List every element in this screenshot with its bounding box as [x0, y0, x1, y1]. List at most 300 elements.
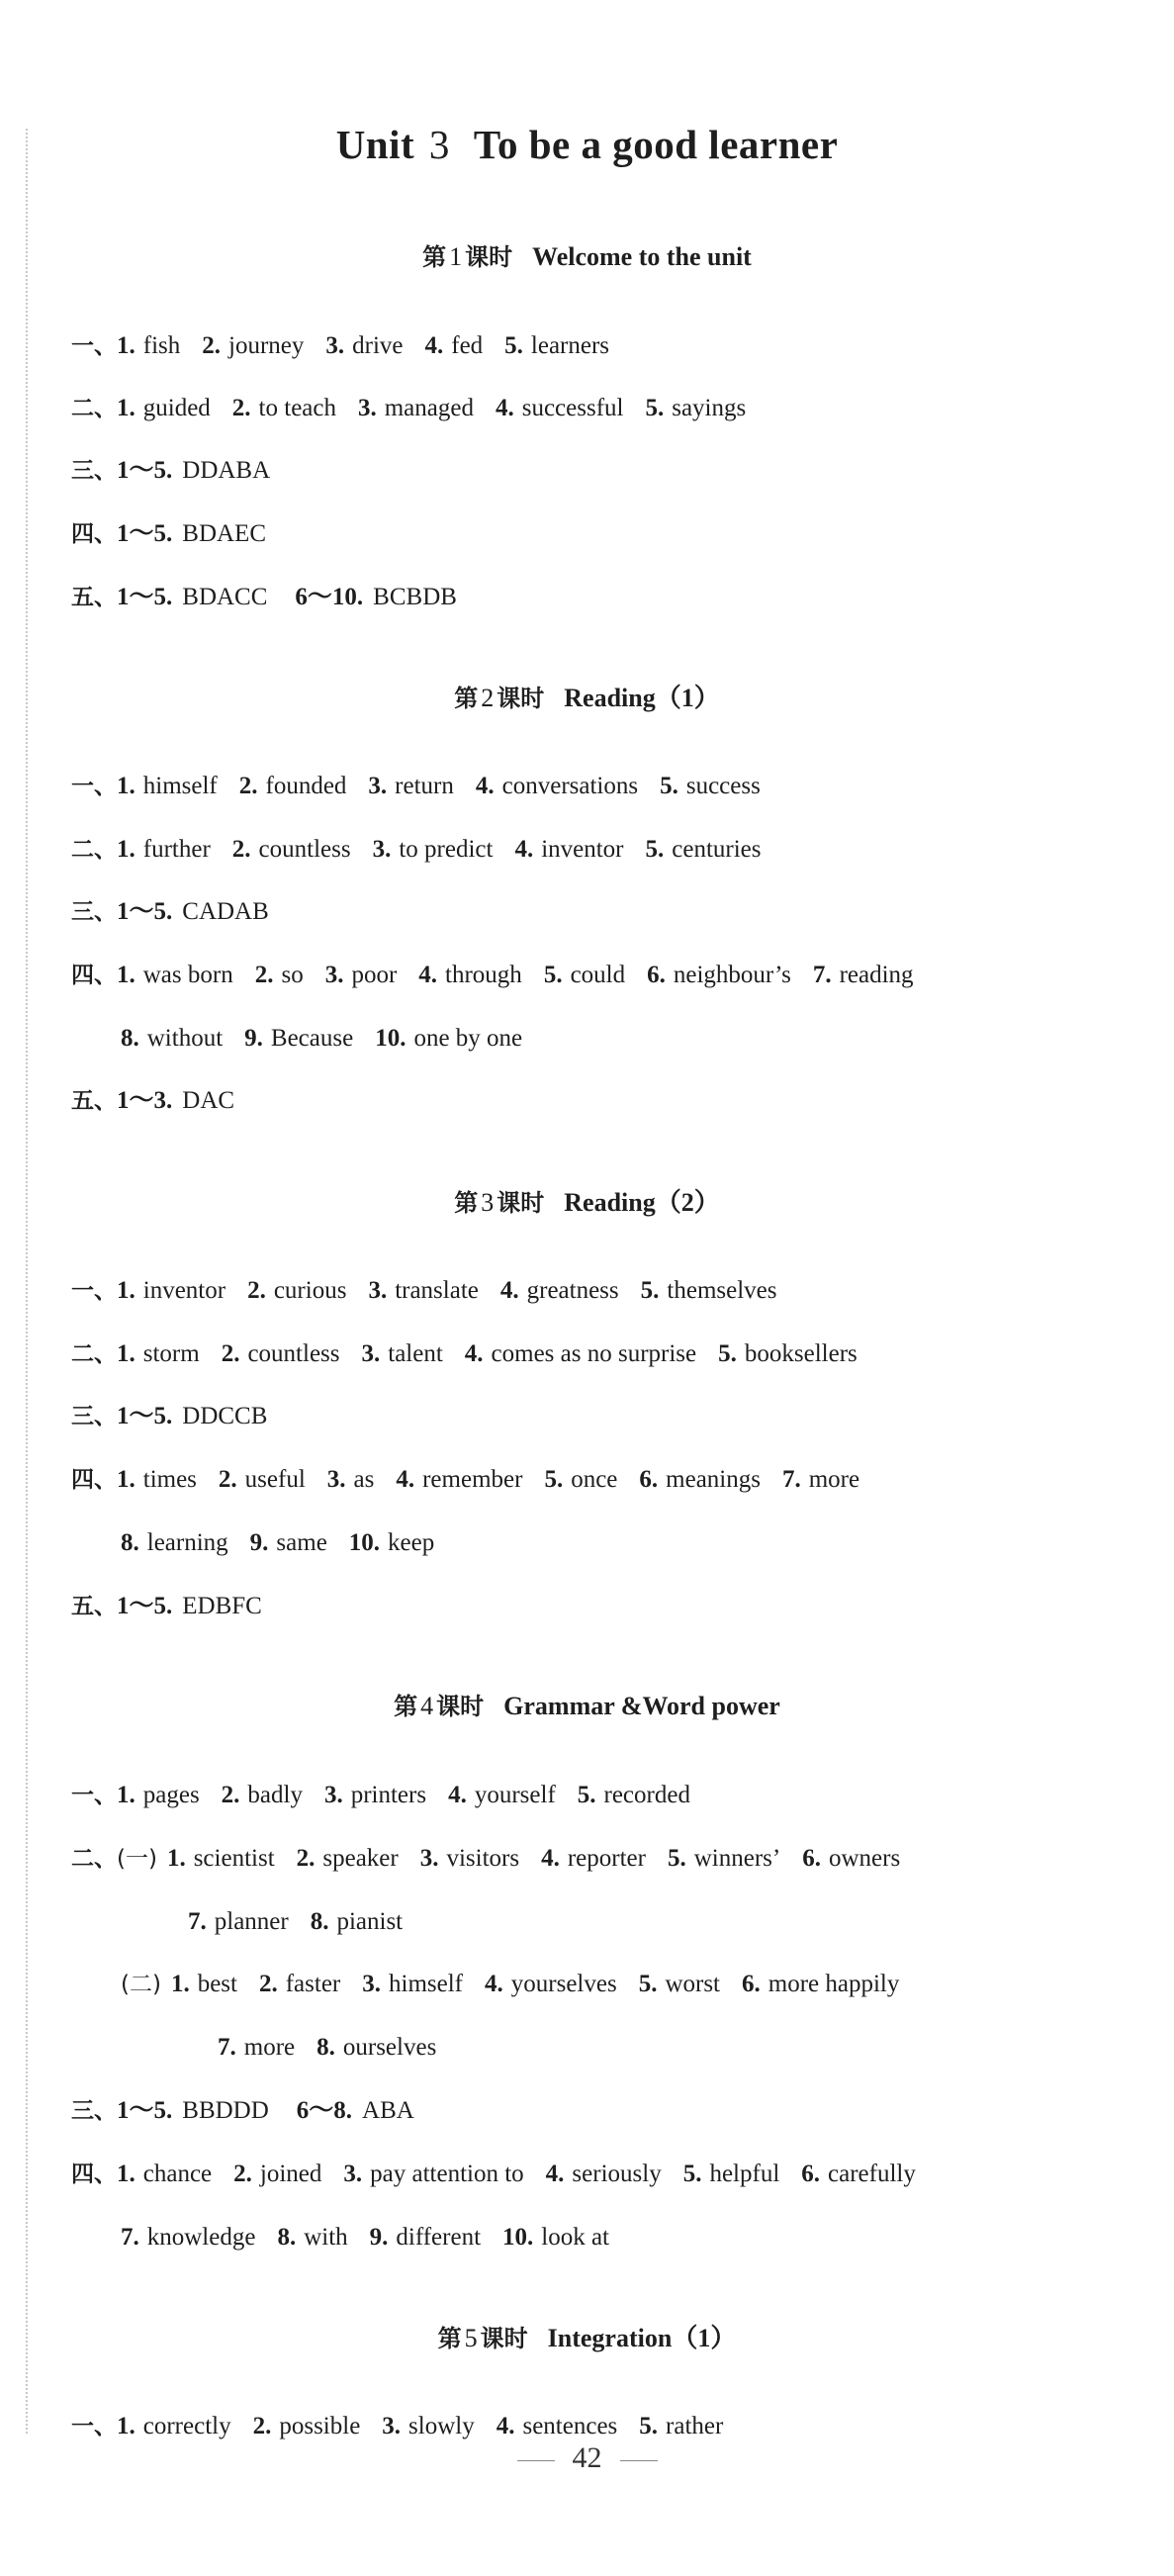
- item-range: 1～5.: [117, 1593, 173, 1619]
- item-answer: knowledge: [146, 2224, 256, 2251]
- choice-answers: DDCCB: [182, 1403, 268, 1429]
- item-answer: managed: [384, 395, 474, 421]
- lesson-2-heading: 第 2 课时 Reading（1）: [454, 684, 720, 712]
- answer-item: [117, 1340, 200, 1367]
- item-answer: as: [353, 1466, 375, 1493]
- section-marker: 二、: [71, 1341, 117, 1367]
- item-answer: remember: [422, 1466, 523, 1493]
- section-marker: 一、: [71, 774, 117, 799]
- section-marker: 四、: [71, 521, 117, 547]
- item-number: 3.: [326, 1466, 346, 1493]
- item-number: 3.: [361, 1340, 381, 1367]
- item-number: 2.: [221, 1340, 240, 1367]
- item-number: 2.: [202, 332, 221, 359]
- unit-prefix: Unit: [335, 122, 415, 167]
- answer-line-continued: [218, 2035, 458, 2060]
- section-marker: 四、: [71, 963, 117, 988]
- choice-answers: BCBDB: [373, 584, 457, 610]
- item-answer: inventor: [142, 1277, 226, 1304]
- answer-item: [117, 1277, 226, 1304]
- choice-answers: CADAB: [182, 898, 269, 925]
- answer-item: [373, 836, 494, 863]
- answer-item: [117, 1466, 197, 1493]
- lesson-5-heading: 第 5 课时 Integration（1）: [437, 2324, 737, 2352]
- item-answer: reading: [839, 962, 914, 988]
- item-number: 1.: [117, 1277, 135, 1304]
- item-number: 4.: [485, 1971, 503, 1997]
- item-answer: founded: [265, 773, 347, 799]
- answer-item: [541, 1845, 646, 1872]
- item-number: 5.: [640, 1277, 660, 1304]
- item-range: 1～5.: [117, 1403, 173, 1429]
- answer-item: [502, 2224, 609, 2251]
- answer-item: [343, 2161, 523, 2187]
- item-number: 5.: [544, 1466, 564, 1493]
- answer-item: [222, 1782, 303, 1808]
- item-number: 3.: [419, 1845, 439, 1872]
- item-number: 3.: [324, 962, 344, 988]
- item-answer: greatness: [526, 1277, 619, 1304]
- answer-item: [639, 2413, 723, 2439]
- answer-item: [396, 1466, 522, 1493]
- item-number: 3.: [382, 2413, 402, 2439]
- item-number: 7.: [121, 2224, 139, 2251]
- answer-line: [71, 396, 768, 420]
- answer-item: [362, 1340, 443, 1367]
- answer-line-continued: [121, 1026, 544, 1051]
- answer-item: [370, 2224, 481, 2251]
- answer-item: [324, 1782, 426, 1808]
- answer-item: [327, 1466, 375, 1493]
- item-number: 6.: [639, 1466, 659, 1493]
- section-marker: 一、: [71, 333, 117, 359]
- answer-item: [668, 1845, 780, 1872]
- item-number: 4.: [475, 773, 495, 799]
- item-answer: was born: [142, 962, 233, 988]
- item-number: 2.: [296, 1845, 316, 1872]
- item-number: 5.: [639, 2413, 659, 2439]
- answer-line: [71, 1278, 799, 1303]
- item-number: 2.: [258, 1971, 278, 1997]
- unit-number: 3: [428, 122, 450, 167]
- item-number: 3.: [325, 332, 345, 359]
- item-answer: look at: [541, 2224, 610, 2251]
- answer-line: [71, 2414, 745, 2438]
- answer-item: [641, 1277, 777, 1304]
- section-marker: 二、: [71, 396, 117, 421]
- answer-line: [71, 585, 457, 609]
- item-answer: meanings: [666, 1466, 761, 1493]
- section-marker: 三、: [71, 1404, 117, 1429]
- footer-dash-left: [517, 2460, 555, 2461]
- item-answer: times: [142, 1466, 197, 1493]
- item-number: 1.: [166, 1845, 186, 1872]
- section-marker: 二、: [71, 1846, 117, 1872]
- answer-item: [277, 2224, 347, 2251]
- answer-line: [71, 963, 936, 987]
- item-answer: scientist: [193, 1845, 275, 1872]
- item-number: 7.: [218, 2034, 236, 2061]
- item-answer: worst: [665, 1971, 720, 1997]
- item-number: 5.: [577, 1782, 596, 1808]
- answer-item: [316, 2034, 436, 2061]
- item-answer: centuries: [672, 836, 762, 863]
- item-number: 5.: [667, 1845, 686, 1872]
- answer-line: [71, 1341, 879, 1366]
- answer-item: [420, 1845, 519, 1872]
- item-answer: keep: [388, 1529, 435, 1556]
- answer-item: [349, 1529, 434, 1556]
- item-number: 10.: [375, 1025, 406, 1052]
- item-answer: to teach: [258, 395, 336, 421]
- item-answer: faster: [285, 1971, 341, 1997]
- answer-line: [71, 837, 783, 862]
- item-number: 1.: [117, 1466, 135, 1493]
- item-answer: helpful: [709, 2161, 780, 2187]
- page-number: 42: [572, 2441, 602, 2474]
- item-number: 2.: [247, 1277, 266, 1304]
- item-range: 6～8.: [296, 2097, 353, 2124]
- answer-line: [71, 774, 782, 798]
- answer-item: [117, 2161, 212, 2187]
- item-answer: with: [304, 2224, 348, 2251]
- section-marker: 三、: [71, 899, 117, 925]
- section-marker: 一、: [71, 1783, 117, 1808]
- item-number: 1.: [117, 332, 135, 359]
- item-answer: translate: [395, 1277, 479, 1304]
- item-number: 4.: [496, 2413, 515, 2439]
- item-number: 2.: [254, 962, 274, 988]
- answer-item: [311, 1908, 403, 1935]
- item-number: 8.: [310, 1908, 329, 1935]
- item-answer: once: [571, 1466, 618, 1493]
- answer-item: [660, 773, 761, 799]
- answer-item: [801, 2161, 916, 2187]
- item-answer: printers: [350, 1782, 427, 1808]
- item-number: 3.: [368, 1277, 388, 1304]
- answer-item: [218, 2034, 295, 2061]
- answer-item: [117, 836, 211, 863]
- item-answer: chance: [142, 2161, 213, 2187]
- item-number: 3.: [357, 395, 377, 421]
- answer-line-continued: [121, 1530, 456, 1555]
- answer-line: [71, 1594, 290, 1618]
- item-number: 2.: [233, 2161, 252, 2187]
- item-answer: different: [396, 2224, 482, 2251]
- answer-line-continued: [188, 1909, 424, 1934]
- item-answer: pianist: [336, 1908, 404, 1935]
- answer-item: [718, 1340, 858, 1367]
- choice-answers: DDABA: [182, 457, 271, 484]
- lesson-4-heading: 第 4 课时 Grammar &Word power: [394, 1692, 780, 1720]
- answer-item: [802, 1845, 900, 1872]
- item-range: 6～10.: [295, 584, 364, 610]
- item-range: 1～5.: [117, 898, 173, 925]
- answer-item: [646, 836, 762, 863]
- item-answer: journey: [228, 332, 305, 359]
- answer-item: [117, 332, 180, 359]
- answer-item: [121, 1529, 228, 1556]
- item-number: 5.: [543, 962, 563, 988]
- choice-answers: BBDDD: [182, 2097, 269, 2124]
- item-range: 1～3.: [117, 1087, 173, 1114]
- choice-answers: EDBFC: [182, 1593, 262, 1619]
- item-number: 10.: [502, 2224, 534, 2251]
- left-margin-dotted-line: [26, 129, 28, 2434]
- section-marker: 五、: [71, 585, 117, 610]
- section-marker: 三、: [71, 2098, 117, 2124]
- answer-line: [71, 1783, 712, 1807]
- answer-item: [202, 332, 304, 359]
- answer-item: [418, 962, 522, 988]
- item-range: 1～5.: [117, 457, 173, 484]
- item-number: 1.: [117, 2413, 135, 2439]
- answer-line: [71, 521, 294, 546]
- item-number: 1.: [117, 962, 135, 988]
- item-number: 8.: [121, 1529, 139, 1556]
- answer-line: [71, 1846, 922, 1871]
- item-number: 9.: [369, 2224, 389, 2251]
- item-number: 9.: [244, 1025, 263, 1052]
- item-answer: correctly: [142, 2413, 231, 2439]
- answer-item: [368, 1277, 478, 1304]
- item-answer: slowly: [408, 2413, 475, 2439]
- item-number: 6.: [742, 1971, 761, 1997]
- item-number: 5.: [645, 836, 665, 863]
- section-marker: 五、: [71, 1594, 117, 1619]
- subsection-marker: (一): [117, 1846, 157, 1872]
- item-number: 1.: [117, 1340, 135, 1367]
- answer-item: [782, 1466, 859, 1493]
- answer-line-continued: [121, 2225, 631, 2250]
- item-answer: so: [281, 962, 304, 988]
- item-answer: conversations: [501, 773, 639, 799]
- item-number: 2.: [218, 1466, 237, 1493]
- answer-line: [71, 458, 298, 483]
- item-range: 1～5.: [117, 2097, 173, 2124]
- answer-item: [578, 1782, 690, 1808]
- item-answer: reporter: [567, 1845, 646, 1872]
- answer-line: [71, 2098, 414, 2123]
- answer-item: [232, 395, 336, 421]
- item-number: 4.: [541, 1845, 560, 1872]
- item-number: 2.: [238, 773, 258, 799]
- item-answer: without: [146, 1025, 224, 1052]
- item-number: 2.: [231, 836, 251, 863]
- item-answer: carefully: [828, 2161, 916, 2187]
- item-number: 5.: [504, 332, 523, 359]
- item-number: 9.: [249, 1529, 269, 1556]
- answer-item: [121, 2224, 255, 2251]
- answer-item: [358, 395, 474, 421]
- item-answer: pay attention to: [370, 2161, 524, 2187]
- footer-dash-right: [620, 2460, 658, 2461]
- item-answer: ourselves: [342, 2034, 437, 2061]
- item-answer: to predict: [399, 836, 494, 863]
- item-answer: learners: [530, 332, 610, 359]
- item-number: 3.: [368, 773, 388, 799]
- item-answer: storm: [142, 1340, 200, 1367]
- section-marker: 四、: [71, 2162, 117, 2187]
- item-number: 3.: [343, 2161, 363, 2187]
- item-number: 4.: [545, 2161, 565, 2187]
- answer-item: [485, 1971, 617, 1997]
- answer-item: [297, 1845, 399, 1872]
- answer-item: [253, 2413, 361, 2439]
- section-marker: 三、: [71, 458, 117, 484]
- item-number: 1.: [117, 773, 135, 799]
- item-number: 7.: [812, 962, 832, 988]
- item-number: 7.: [781, 1466, 801, 1493]
- answer-item: [325, 332, 403, 359]
- answer-item: [448, 1782, 556, 1808]
- answer-line: [71, 899, 297, 924]
- item-answer: return: [395, 773, 454, 799]
- item-number: 3.: [323, 1782, 343, 1808]
- answer-item: [117, 2413, 231, 2439]
- item-answer: fish: [142, 332, 181, 359]
- item-number: 8.: [121, 1025, 139, 1052]
- item-answer: yourselves: [510, 1971, 617, 1997]
- answer-item: [171, 1971, 237, 1997]
- answer-item: [325, 962, 398, 988]
- item-answer: learning: [146, 1529, 228, 1556]
- item-answer: owners: [828, 1845, 901, 1872]
- item-answer: booksellers: [744, 1340, 858, 1367]
- item-answer: Because: [270, 1025, 354, 1052]
- item-answer: best: [197, 1971, 237, 1997]
- item-answer: comes as no surprise: [491, 1340, 697, 1367]
- item-answer: joined: [259, 2161, 322, 2187]
- answer-item: [425, 332, 484, 359]
- item-answer: further: [142, 836, 211, 863]
- item-number: 10.: [348, 1529, 381, 1556]
- item-answer: useful: [244, 1466, 306, 1493]
- item-answer: same: [276, 1529, 327, 1556]
- item-answer: badly: [247, 1782, 303, 1808]
- item-number: 6.: [802, 1845, 821, 1872]
- item-answer: could: [570, 962, 626, 988]
- section-marker: 一、: [71, 1278, 117, 1304]
- item-answer: sayings: [672, 395, 747, 421]
- answer-item: [117, 962, 233, 988]
- item-answer: successful: [521, 395, 624, 421]
- item-number: 5.: [660, 773, 678, 799]
- answer-item: [639, 1971, 720, 1997]
- section-marker: 五、: [71, 1088, 117, 1114]
- answer-line: [71, 1467, 881, 1492]
- unit-title: [0, 121, 1174, 168]
- answer-item: [500, 1277, 619, 1304]
- answer-line: [121, 1972, 921, 1996]
- page-footer: [0, 2441, 1174, 2475]
- item-range: 1～5.: [117, 520, 173, 547]
- item-answer: poor: [351, 962, 398, 988]
- answer-item: [476, 773, 638, 799]
- item-answer: more: [808, 1466, 860, 1493]
- answer-item: [647, 962, 791, 988]
- answer-item: [247, 1277, 346, 1304]
- item-number: 4.: [499, 1277, 519, 1304]
- item-number: 4.: [514, 836, 534, 863]
- item-number: 5.: [645, 395, 665, 421]
- item-number: 2.: [221, 1782, 240, 1808]
- answer-item: [742, 1971, 899, 1997]
- item-number: 6.: [647, 962, 666, 988]
- answer-item: [121, 1025, 223, 1052]
- answer-item: [244, 1025, 353, 1052]
- item-answer: one by one: [413, 1025, 523, 1052]
- answer-item: [497, 2413, 618, 2439]
- item-number: 4.: [464, 1340, 484, 1367]
- item-answer: winners’: [693, 1845, 781, 1872]
- item-answer: pages: [142, 1782, 200, 1808]
- item-number: 3.: [372, 836, 392, 863]
- item-number: 1.: [117, 836, 135, 863]
- answer-item: [117, 395, 211, 421]
- answer-item: [645, 395, 746, 421]
- item-number: 7.: [188, 1908, 207, 1935]
- answer-item: [219, 1466, 306, 1493]
- answer-item: [514, 836, 623, 863]
- item-number: 4.: [448, 1782, 467, 1808]
- answer-item: [382, 2413, 474, 2439]
- item-number: 6.: [801, 2161, 821, 2187]
- item-answer: himself: [389, 1971, 464, 1997]
- unit-name: To be a good learner: [473, 122, 839, 167]
- item-answer: drive: [352, 332, 404, 359]
- item-number: 8.: [316, 2034, 335, 2061]
- choice-answers: ABA: [362, 2097, 414, 2124]
- section-marker: 四、: [71, 1467, 117, 1493]
- answer-item: [813, 962, 914, 988]
- item-answer: through: [445, 962, 522, 988]
- answer-item: [465, 1340, 696, 1367]
- item-answer: countless: [258, 836, 351, 863]
- answer-item: [504, 332, 609, 359]
- item-number: 4.: [495, 395, 514, 421]
- answer-item: [259, 1971, 340, 1997]
- answer-item: [117, 773, 218, 799]
- item-number: 4.: [418, 962, 438, 988]
- item-answer: inventor: [541, 836, 624, 863]
- item-number: 1.: [117, 395, 135, 421]
- item-answer: countless: [247, 1340, 340, 1367]
- item-answer: fed: [451, 332, 484, 359]
- item-number: 3.: [362, 1971, 382, 1997]
- item-number: 5.: [638, 1971, 658, 1997]
- item-answer: curious: [273, 1277, 347, 1304]
- item-answer: planner: [214, 1908, 289, 1935]
- item-number: 2.: [231, 395, 251, 421]
- answer-item: [233, 2161, 321, 2187]
- item-range: 1～5.: [117, 584, 173, 610]
- answer-item: [117, 1782, 200, 1808]
- answer-item: [232, 836, 351, 863]
- item-number: 4.: [396, 1466, 415, 1493]
- item-answer: possible: [279, 2413, 361, 2439]
- answer-item: [546, 2161, 662, 2187]
- answer-line: [71, 2162, 938, 2186]
- item-number: 4.: [424, 332, 444, 359]
- item-answer: sentences: [522, 2413, 618, 2439]
- item-answer: yourself: [474, 1782, 556, 1808]
- answer-item: [639, 1466, 761, 1493]
- item-number: 5.: [682, 2161, 702, 2187]
- answer-item: [544, 1466, 617, 1493]
- item-number: 1.: [170, 1971, 190, 1997]
- subsection-marker: (二): [121, 1972, 161, 1997]
